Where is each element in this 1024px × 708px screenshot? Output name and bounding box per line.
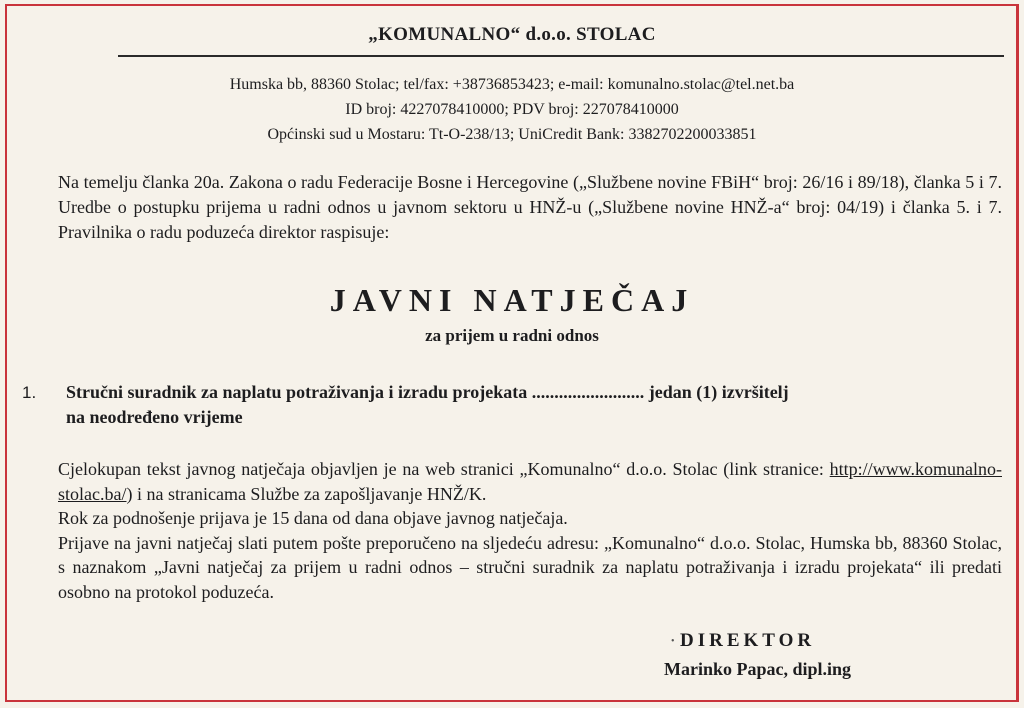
- submission-paragraph: Prijave na javni natječaj slati putem pošte preporučeno na sljedeću adresu: „Komunalno“ d.o.o. Stolac, Humska bb, 88360 Stolac, s naznakom „Javni natječaj za prijem u radni odnos – stručni suradnik za naplatu potraživanja i izradu projekata“ ili predati osobno na protokol poduzeća.: [58, 532, 1002, 602]
- intro-paragraph: Na temelju članka 20a. Zakona o radu Federacije Bosne i Hercegovine („Službene novine FBiH“ broj: 26/16 i 89/18), članka 5 i 7. Uredbe o postupku prijema u radni odnos u javnom sektoru u HNŽ-u („Službene novine HNŽ-a“ broj: 04/19) i članka 5. i 7. Pravilnika o radu poduzeća direktor raspisuje:: [58, 172, 1002, 242]
- announcement-title: JAVNI NATJEČAJ: [329, 282, 695, 318]
- signature-name: Marinko Papac, dipl.ing: [664, 659, 852, 679]
- body-text: [58, 457, 1002, 604]
- announcement-subtitle: za prijem u radni odnos: [425, 326, 599, 345]
- dot-mark: •: [671, 636, 675, 647]
- contact-line-registry: Općinski sud u Mostaru: Tt-O-238/13; UniCredit Bank: 3382702200033851: [267, 126, 757, 143]
- header-divider: [118, 55, 1004, 57]
- position-term: na neodređeno vrijeme: [66, 407, 243, 427]
- contact-line-ids: ID broj: 4227078410000; PDV broj: 227078410000: [345, 101, 679, 118]
- contact-line-address: Humska bb, 88360 Stolac; tel/fax: +38736853423; e-mail: komunalno.stolac@tel.net.ba: [229, 76, 795, 93]
- position-title: Stručni suradnik za naplatu potraživanja i izradu projekata ......................... jedan (1) izvršitelj: [66, 382, 789, 402]
- signature-title: DIREKTOR: [680, 630, 816, 651]
- publication-paragraph: [58, 457, 1002, 506]
- publication-text-end: ) i na stranicama Službe za zapošljavanje HNŽ/K.: [126, 483, 487, 504]
- website-link[interactable]: http://www.komunalno-stolac.ba/: [58, 459, 1002, 504]
- position-number: 1.: [22, 383, 37, 402]
- company-name: „KOMUNALNO“ d.o.o. STOLAC: [368, 24, 656, 45]
- deadline-paragraph: Rok za podnošenje prijava je 15 dana od dana objave javnog natječaja.: [58, 508, 568, 528]
- publication-text-start: Cjelokupan tekst javnog natječaja objavljen je na web stranici „Komunalno“ d.o.o. Stolac (link stranice:: [58, 459, 830, 479]
- contact-block: [0, 72, 1024, 147]
